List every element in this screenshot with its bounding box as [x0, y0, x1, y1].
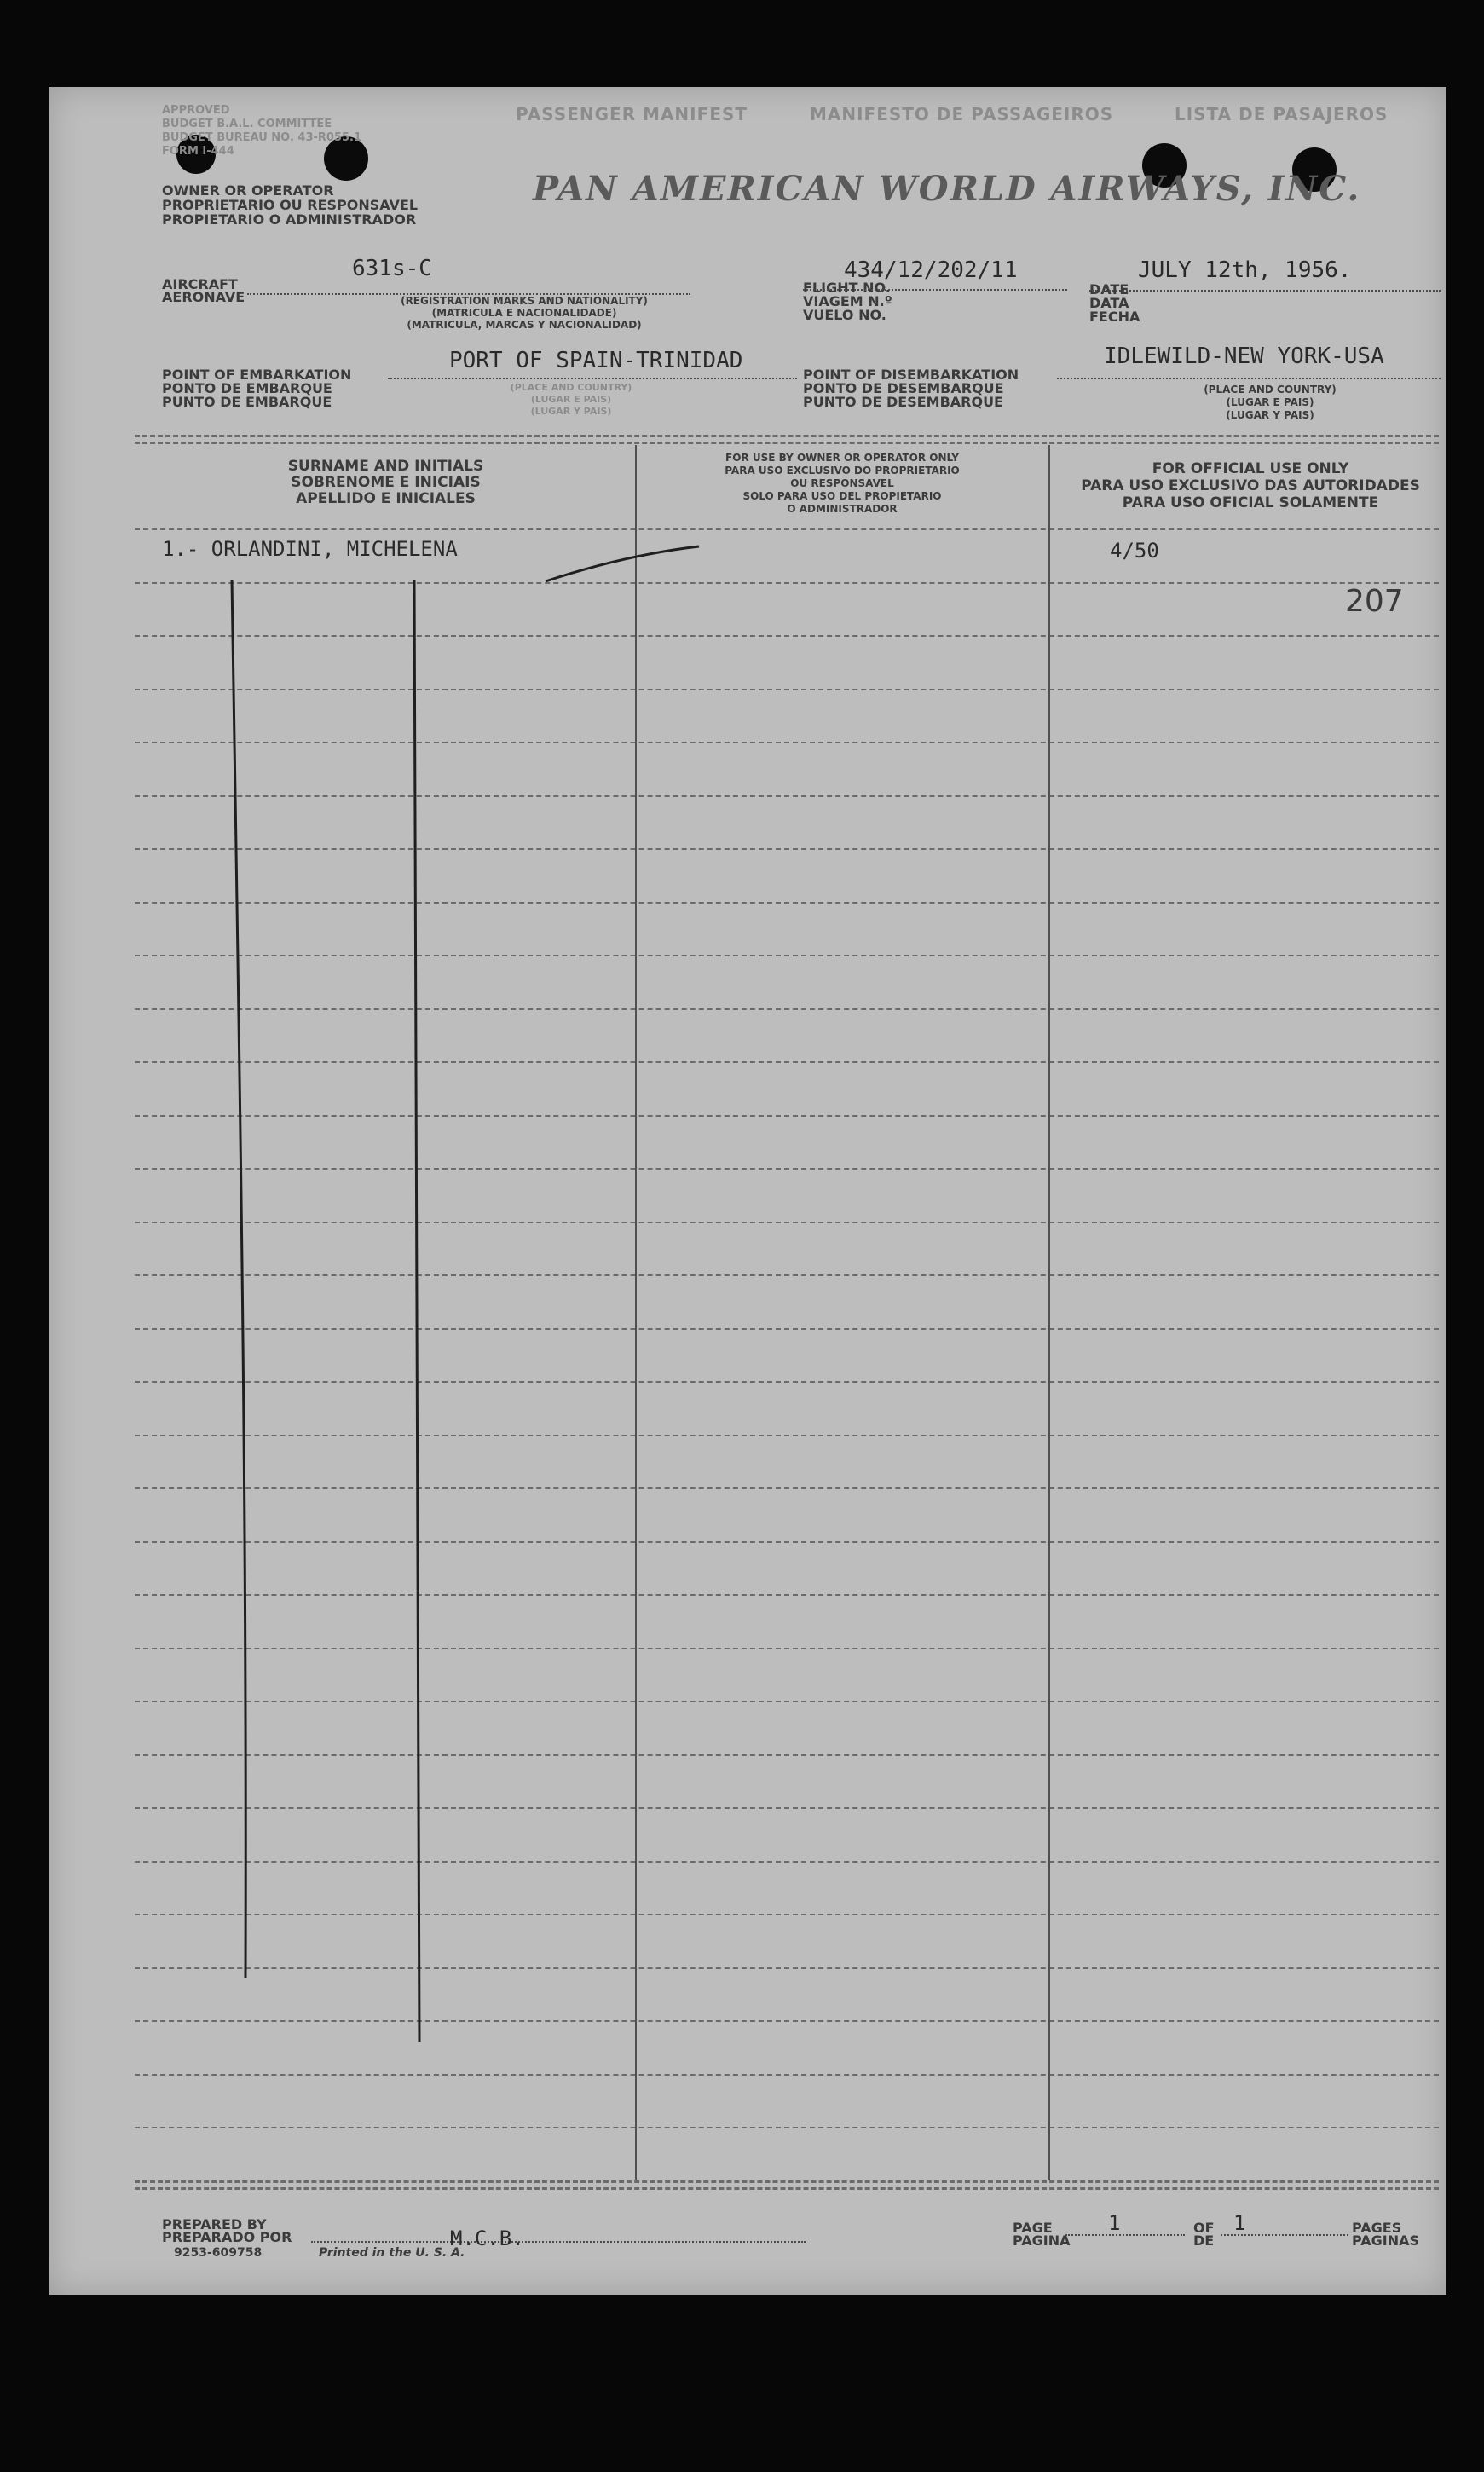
- disembark-sub: (PLACE AND COUNTRY) (LUGAR E PAIS) (LUGAR Y PAIS): [1204, 384, 1337, 421]
- title-spanish: LISTA DE PASAJEROS: [1175, 104, 1389, 124]
- embark-value: PORT OF SPAIN-TRINIDAD: [449, 348, 743, 373]
- aircraft-value: 631s-C: [352, 256, 432, 281]
- page-label: PAGE PAGINA: [1013, 2220, 1071, 2249]
- passenger-name: 1.- ORLANDINI, MICHELENA: [162, 537, 458, 561]
- ditto-stroke: [546, 546, 699, 581]
- aircraft-label: AIRCRAFT AERONAVE: [162, 276, 245, 305]
- embark-sub: (PLACE AND COUNTRY) (LUGAR E PAIS) (LUGAR Y PAIS): [510, 382, 632, 417]
- footer-rule-2: [135, 2187, 1439, 2190]
- title-portuguese: MANIFESTO DE PASSAGEIROS: [810, 104, 1114, 124]
- passenger-official-code: 4/50: [1110, 539, 1159, 563]
- approval-block: APPROVED BUDGET B.A.L. COMMITTEE BUDGET BUREAU NO. 43-R055.1 FORM I-444: [162, 104, 362, 158]
- embark-label: POINT OF EMBARKATION PONTO DE EMBARQUE PUNTO DE EMBARQUE: [162, 367, 352, 410]
- company-name: PAN AMERICAN WORLD AIRWAYS, INC.: [533, 169, 1361, 209]
- flight-value: 434/12/202/11: [844, 257, 1018, 283]
- ditto-line-1: [232, 580, 245, 1978]
- ditto-line-2: [414, 580, 419, 2042]
- printed-note: Printed in the U. S. A.: [319, 2246, 465, 2260]
- pages-label: PAGES PAGINAS: [1352, 2220, 1420, 2249]
- of-label: OF DE: [1193, 2220, 1215, 2249]
- owner-label: OWNER OR OPERATOR PROPRIETARIO OU RESPONSAVEL PROPIETARIO O ADMINISTRADOR: [162, 182, 419, 228]
- column-header-owner-use: FOR USE BY OWNER OR OPERATOR ONLY PARA USO EXCLUSIVO DO PROPRIETARIO OU RESPONSAVEL SOLO PARA USO DEL PROPIETARIO O ADMINISTRADOR: [725, 452, 960, 515]
- flight-label: FLIGHT NO. VIAGEM N.º VUELO NO.: [803, 280, 892, 323]
- date-value: JULY 12th, 1956.: [1138, 257, 1352, 283]
- footer-rule-1: [135, 2180, 1439, 2183]
- page-underline: [1065, 2234, 1185, 2236]
- of-value: 1: [1233, 2211, 1246, 2235]
- column-header-official: FOR OFFICIAL USE ONLY PARA USO EXCLUSIVO DAS AUTORIDADES PARA USO OFICIAL SOLAMENTE: [1081, 460, 1420, 511]
- prepared-label: PREPARED BY PREPARADO POR: [162, 2216, 292, 2245]
- title-english: PASSENGER MANIFEST: [516, 104, 748, 124]
- disembark-label: POINT OF DISEMBARKATION PONTO DE DESEMBARQUE PUNTO DE DESEMBARQUE: [803, 367, 1019, 410]
- handwritten-number: 207: [1345, 584, 1404, 619]
- form-number: 9253-609758: [174, 2246, 263, 2260]
- aircraft-sub: (REGISTRATION MARKS AND NATIONALITY) (MATRICULA E NACIONALIDADE) (MATRICULA, MARCAS Y NACIONALIDAD): [401, 295, 648, 331]
- disembark-value: IDLEWILD-NEW YORK-USA: [1104, 344, 1384, 369]
- page-value: 1: [1108, 2211, 1121, 2235]
- date-label: DATE DATA FECHA: [1089, 281, 1140, 325]
- prepared-value: M.C.B.: [450, 2227, 524, 2250]
- prepared-underline: [311, 2241, 806, 2243]
- column-header-surname: SURNAME AND INITIALS SOBRENOME E INICIAIS APELLIDO E INICIALES: [287, 458, 484, 507]
